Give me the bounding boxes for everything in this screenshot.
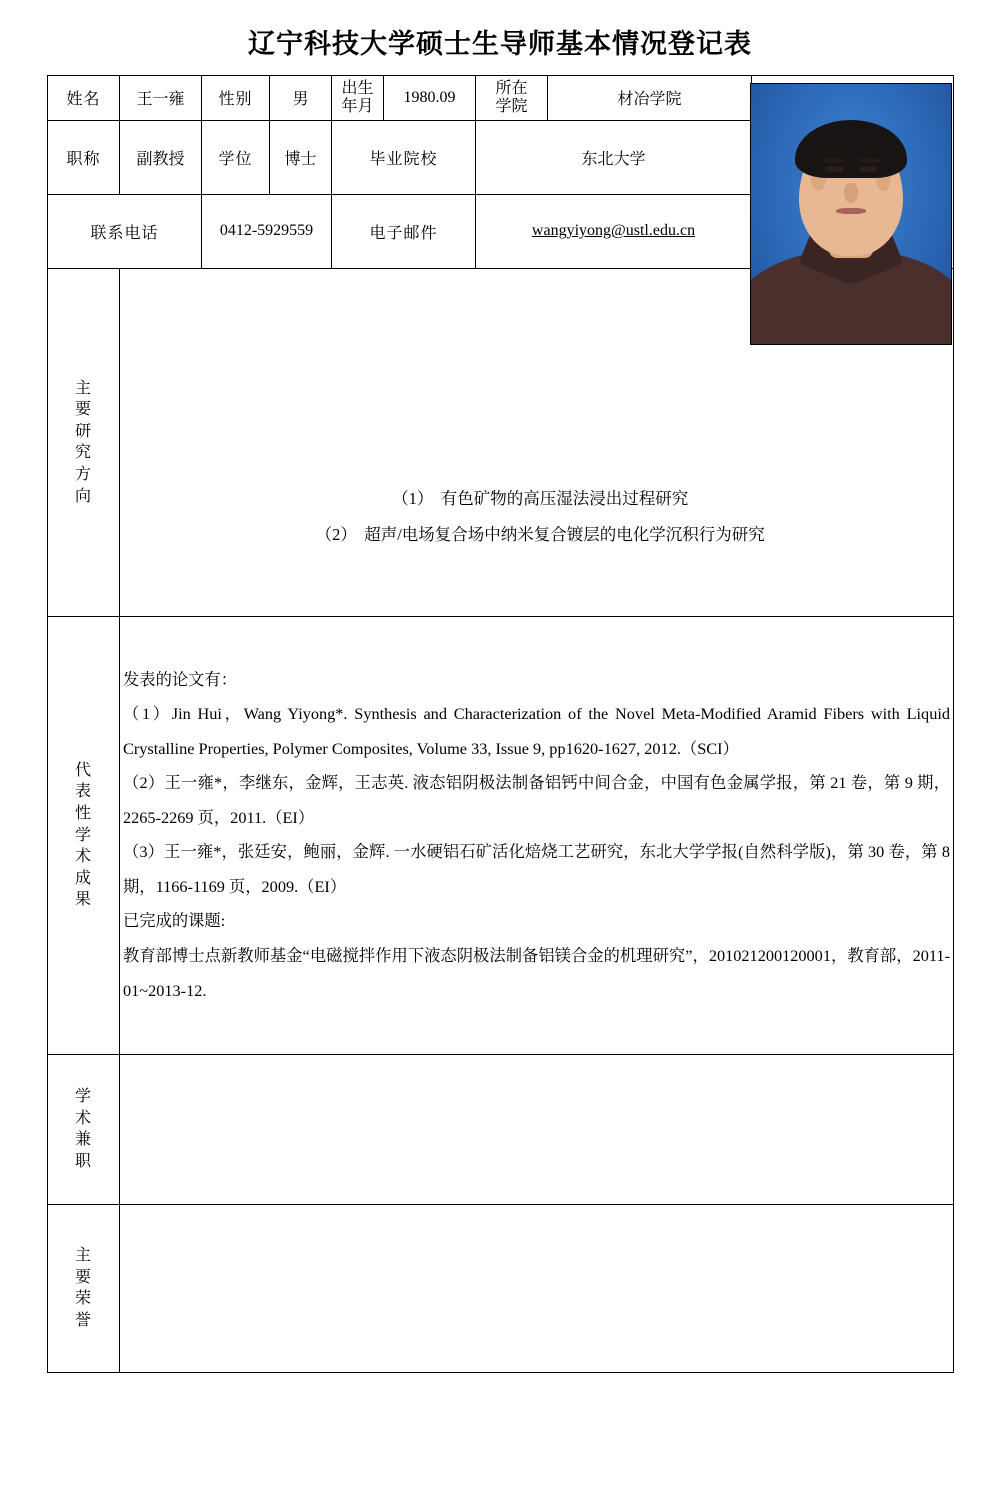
- birth-label: [332, 76, 384, 121]
- achievements-label-char: 性: [74, 804, 92, 822]
- research-label-char: 向: [74, 487, 92, 505]
- degree-value: 博士: [270, 120, 332, 194]
- research-item: [123, 481, 950, 517]
- achievements-paragraph: （3）王一雍*，张廷安，鲍丽，金辉. 一水硬铝石矿活化焙烧工艺研究，东北大学学报(自然科学版)，第 30 卷，第 8 期，1166-1169 页，2009.（EI）: [123, 842, 950, 896]
- parttime-label-char: 术: [74, 1109, 92, 1127]
- research-label-char: 究: [74, 444, 92, 462]
- achievements-label-char: 成: [74, 869, 92, 887]
- email-value-cell: [476, 194, 752, 268]
- phone-label: 联系电话: [48, 194, 202, 268]
- school-value: 东北大学: [476, 120, 752, 194]
- honors-label: [48, 1204, 120, 1372]
- honors-label-char: 要: [74, 1268, 92, 1286]
- email-link[interactable]: wangyiyong@ustl.edu.cn: [531, 222, 696, 240]
- college-label: [476, 76, 548, 121]
- achievements-label-char: 代: [74, 761, 92, 779]
- table-row-honors: [48, 1204, 954, 1372]
- research-item-number: （1）: [392, 489, 434, 509]
- table-row-parttime: [48, 1054, 954, 1204]
- photo-eyebrow-left: [822, 158, 844, 163]
- parttime-label: [48, 1054, 120, 1204]
- birth-value: 1980.09: [384, 76, 476, 121]
- portrait-photo-image: [751, 84, 951, 344]
- page-title: 辽宁科技大学硕士生导师基本情况登记表: [248, 29, 752, 59]
- achievements-paragraph: 已完成的课题:: [123, 911, 226, 931]
- achievements-label-char: 表: [74, 783, 92, 801]
- title-value: 副教授: [120, 120, 202, 194]
- gender-label: 性别: [202, 76, 270, 121]
- achievements-label: [48, 616, 120, 1054]
- college-value: 材冶学院: [548, 76, 752, 121]
- parttime-label-char: 学: [74, 1088, 92, 1106]
- research-item-text: 超声/电场复合场中纳米复合镀层的电化学沉积行为研究: [364, 525, 765, 545]
- achievements-label-char: 术: [74, 848, 92, 866]
- photo-nose: [844, 183, 858, 203]
- achievements-label-char: 果: [74, 891, 92, 909]
- portrait-photo: [750, 83, 952, 345]
- birth-label-line1: 出生: [341, 80, 374, 97]
- achievements-paragraph: 发表的论文有：: [123, 669, 237, 689]
- photo-eye-right: [859, 166, 877, 172]
- honors-label-char: 荣: [74, 1290, 92, 1308]
- degree-label: 学位: [202, 120, 270, 194]
- school-label: 毕业院校: [332, 120, 476, 194]
- parttime-label-char: 职: [74, 1152, 92, 1170]
- honors-label-char: 主: [74, 1247, 92, 1265]
- achievements-paragraph: （2）王一雍*，李继东，金辉，王志英. 液态铝阴极法制备铝钙中间合金，中国有色金属学报，第 21 卷，第 9 期，2265-2269 页，2011.（EI）: [123, 773, 950, 827]
- parttime-label-char: 兼: [74, 1131, 92, 1149]
- photo-eye-left: [825, 166, 843, 172]
- research-item-number: （2）: [315, 525, 357, 545]
- gender-value: 男: [270, 76, 332, 121]
- title-label: 职称: [48, 120, 120, 194]
- photo-eyebrow-right: [858, 158, 880, 163]
- name-label: 姓名: [48, 76, 120, 121]
- photo-mouth: [836, 208, 866, 214]
- achievements-content: [120, 616, 954, 1054]
- name-value: 王一雍: [120, 76, 202, 121]
- achievements-paragraph: （1）Jin Hui，Wang Yiyong*. Synthesis and Characterization of the Novel Meta-Modified Aramid Fibers with Liquid Crystalline Properties, Polymer Composites, Volume 33, Issue 9, pp1620-1627, 2012.（SCI）: [123, 704, 950, 758]
- college-label-line1: 所在: [495, 80, 528, 97]
- research-label-char: 方: [74, 465, 92, 483]
- phone-value: 0412-5929559: [202, 194, 332, 268]
- achievements-paragraph: 教育部博士点新教师基金“电磁搅拌作用下液态阴极法制备铝镁合金的机理研究”，201021200120001，教育部，2011-01~2013-12.: [123, 945, 950, 1000]
- achievements-label-char: 学: [74, 826, 92, 844]
- research-item-text: 有色矿物的高压湿法浸出过程研究: [440, 489, 689, 509]
- research-item: [123, 517, 950, 553]
- table-row-achievements: [48, 616, 954, 1054]
- parttime-content[interactable]: [120, 1054, 954, 1204]
- research-label-char: 研: [74, 422, 92, 440]
- honors-label-char: 誉: [74, 1311, 92, 1329]
- research-label-char: 要: [74, 401, 92, 419]
- college-label-line2: 学院: [495, 97, 528, 115]
- birth-label-line2: 年月: [341, 97, 374, 115]
- email-label: 电子邮件: [332, 194, 476, 268]
- research-label-char: 主: [74, 379, 92, 397]
- honors-content[interactable]: [120, 1204, 954, 1372]
- research-direction-label: [48, 268, 120, 616]
